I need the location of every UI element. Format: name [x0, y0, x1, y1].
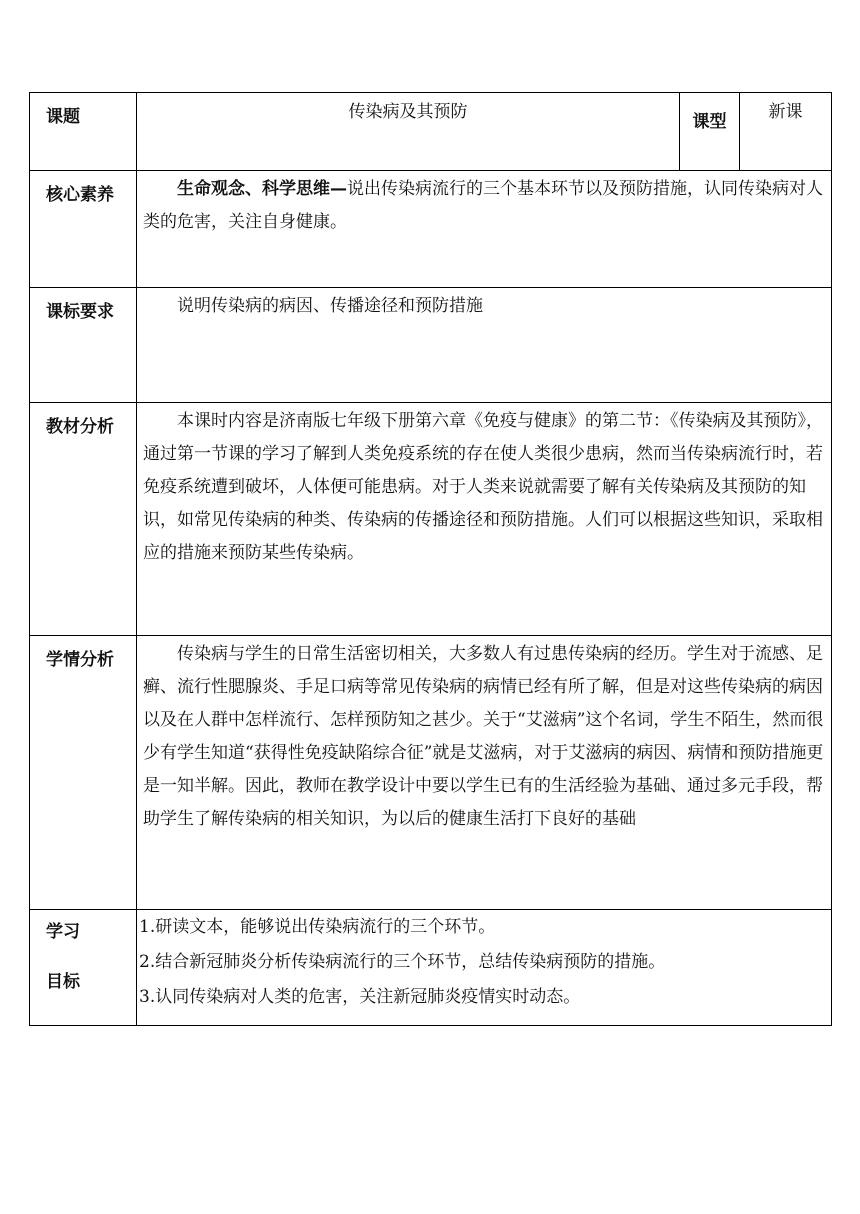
goal-item-2: 2.结合新冠肺炎分析传染病流行的三个环节，总结传染病预防的措施。 — [139, 952, 666, 972]
students-content — [137, 636, 832, 910]
goal-item-3: 3.认同传染病对人类的危害，关注新冠肺炎疫情实时动态。 — [139, 987, 581, 1007]
textbook-content — [137, 403, 832, 636]
row-goals — [30, 910, 832, 1026]
type-label: 课型 — [680, 93, 740, 171]
core-text: 说出传染病流行的三个基本环节以及预防措施，认同传染病对人类的危害，关注自身健康。 — [143, 179, 823, 232]
row-core — [30, 171, 832, 288]
core-highlight: 生命观念、科学思维— — [177, 179, 347, 199]
core-content — [137, 171, 832, 288]
topic-value: 传染病及其预防 — [137, 93, 680, 171]
goals-label-line1: 学习 — [46, 922, 80, 942]
goal-item-1: 1.研读文本，能够说出传染病流行的三个环节。 — [139, 917, 496, 937]
row-textbook — [30, 403, 832, 636]
students-label: 学情分析 — [30, 636, 137, 910]
goals-label-line2: 目标 — [46, 972, 80, 992]
type-value: 新课 — [740, 93, 832, 171]
core-label: 核心素养 — [30, 171, 137, 288]
standard-label: 课标要求 — [30, 288, 137, 403]
standard-content — [137, 288, 832, 403]
textbook-text: 本课时内容是济南版七年级下册第六章《免疫与健康》的第二节：《传染病及其预防》，通过第一节课的学习了解到人类免疫系统的存在使人类很少患病，然而当传染病流行时，若免疫系统遭到破坏，人体便可能患病。对于人类来说就需要了解有关传染病及其预防的知识，如常见传染病的种类、传染病的传播途径和预防措施。人们可以根据这些知识，采取相应的措施来预防某些传染病。 — [143, 411, 823, 563]
lesson-plan-table — [29, 92, 832, 1026]
row-students — [30, 636, 832, 910]
goals-content — [137, 910, 832, 1026]
standard-text: 说明传染病的病因、传播途径和预防措施 — [177, 296, 483, 316]
row-standard — [30, 288, 832, 403]
row-topic — [30, 93, 832, 171]
students-text: 传染病与学生的日常生活密切相关，大多数人有过患传染病的经历。学生对于流感、足癣、流行性腮腺炎、手足口病等常见传染病的病情已经有所了解，但是对这些传染病的病因以及在人群中怎样流行、怎样预防知之甚少。关于“艾滋病”这个名词，学生不陌生，然而很少有学生知道“获得性免疫缺陷综合征”就是艾滋病，对于艾滋病的病因、病情和预防措施更是一知半解。因此，教师在教学设计中要以学生已有的生活经验为基础、通过多元手段，帮助学生了解传染病的相关知识，为以后的健康生活打下良好的基础 — [143, 644, 824, 829]
textbook-label: 教材分析 — [30, 403, 137, 636]
topic-label: 课题 — [30, 93, 137, 171]
goals-label — [30, 910, 137, 1026]
